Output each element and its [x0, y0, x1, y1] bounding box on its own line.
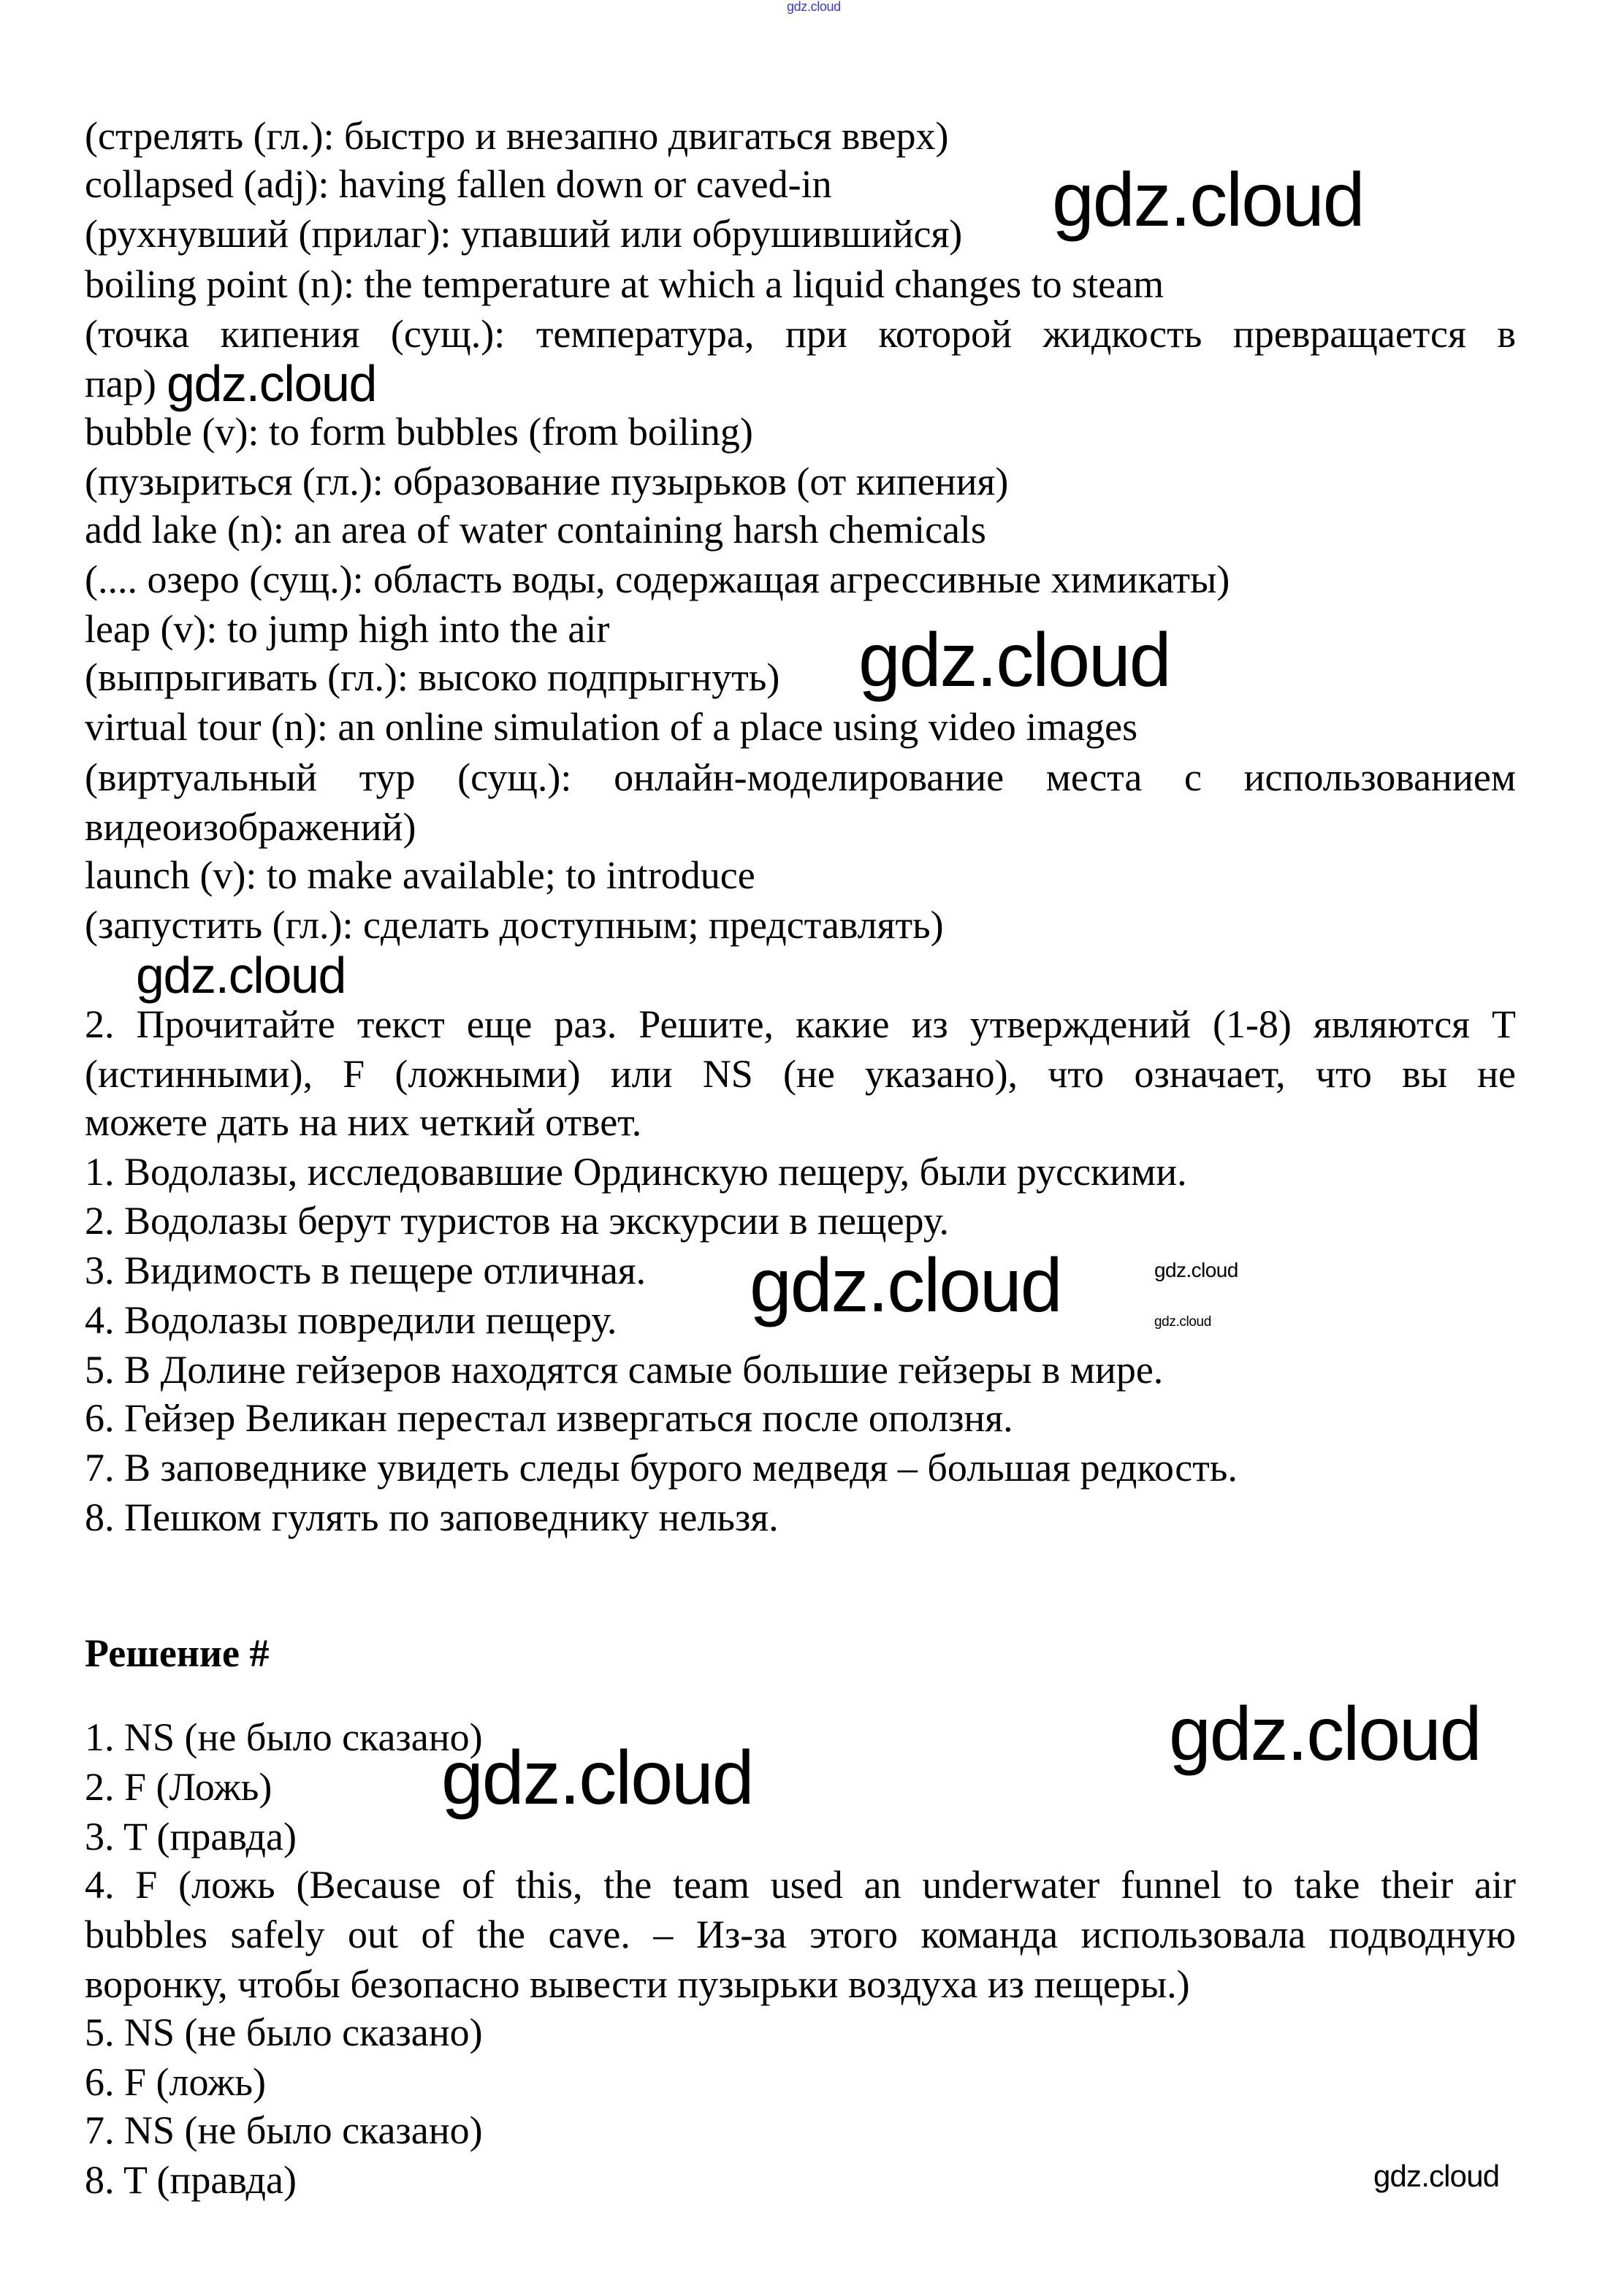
task-instruction-line: можете дать на них четкий ответ.: [85, 1100, 642, 1145]
watermark: gdz.cloud: [1373, 2159, 1500, 2193]
watermark: gdz.cloud: [136, 947, 346, 1004]
watermark: gdz.cloud: [1154, 1314, 1211, 1330]
statement: 6. Гейзер Великан перестал извергаться после оползня.: [85, 1395, 1013, 1440]
statement: 3. Видимость в пещере отличная.: [85, 1248, 647, 1292]
answer-line: 6. F (ложь): [85, 2060, 267, 2105]
vocab-line: (виртуальный тур (сущ.): онлайн-моделирование места с использованием: [85, 755, 1516, 799]
answer-line: 3. T (правда): [85, 1814, 297, 1858]
vocab-line: virtual tour (n): an online simulation of a place using video images: [85, 705, 1138, 750]
watermark: gdz.cloud: [1154, 1259, 1238, 1281]
statement: 7. В заповеднике увидеть следы бурого медведя – большая редкость.: [85, 1446, 1238, 1490]
watermark: gdz.cloud: [858, 618, 1170, 703]
watermark: gdz.cloud: [1052, 158, 1364, 243]
vocab-line: (.... озеро (сущ.): область воды, содержащая агрессивные химикаты): [85, 557, 1230, 602]
vocab-line: boiling point (n): the temperature at which a liquid changes to steam: [85, 262, 1164, 306]
answer-line: 1. NS (не было сказано): [85, 1715, 483, 1759]
watermark: gdz.cloud: [750, 1243, 1061, 1328]
vocab-line: (стрелять (гл.): быстро и внезапно двигаться вверх): [85, 114, 949, 159]
vocab-line: (пузыриться (гл.): образование пузырьков (от кипения): [85, 459, 1009, 503]
answer-line: 4. F (ложь (Because of this, the team used an underwater funnel to take their air: [85, 1862, 1516, 1907]
vocab-line: leap (v): to jump high into the air: [85, 607, 610, 652]
answer-line: 2. F (Ложь): [85, 1764, 272, 1809]
watermark: gdz.cloud: [441, 1736, 753, 1820]
answer-line: 7. NS (не было сказано): [85, 2108, 483, 2153]
vocab-line: collapsed (adj): having fallen down or caved-in: [85, 162, 832, 207]
vocab-line: (выпрыгивать (гл.): высоко подпрыгнуть): [85, 655, 780, 700]
watermark: gdz.cloud: [1169, 1692, 1481, 1777]
solution-heading: Решение #: [85, 1631, 270, 1676]
answer-line: 5. NS (не было сказано): [85, 2010, 483, 2055]
task-instruction-line: (истинными), F (ложными) или NS (не указано), что означает, что вы не: [85, 1052, 1516, 1097]
vocab-line: launch (v): to make available; to introduce: [85, 853, 755, 897]
answer-line: 8. T (правда): [85, 2158, 297, 2203]
watermark: gdz.cloud: [167, 355, 377, 412]
vocab-line: видеоизображений): [85, 804, 416, 849]
top-watermark: gdz.cloud: [787, 0, 841, 14]
statement: 1. Водолазы, исследовавшие Ординскую пещеру, были русскими.: [85, 1150, 1187, 1194]
task-instruction-line: 2. Прочитайте текст еще раз. Решите, какие из утверждений (1-8) являются T: [85, 1002, 1516, 1047]
answer-line: воронку, чтобы безопасно вывести пузырьки воздуха из пещеры.): [85, 1962, 1190, 2007]
vocab-line: (точка кипения (сущ.): температура, при которой жидкость превращается в: [85, 311, 1516, 356]
statement: 8. Пешком гулять по заповеднику нельзя.: [85, 1495, 779, 1540]
statement: 5. В Долине гейзеров находятся самые большие гейзеры в мире.: [85, 1347, 1164, 1392]
vocab-line: (запустить (гл.): сделать доступным; представлять): [85, 902, 944, 947]
vocab-line: bubble (v): to form bubbles (from boiling): [85, 409, 753, 454]
vocab-line: add lake (n): an area of water containing harsh chemicals: [85, 508, 986, 552]
statement: 4. Водолазы повредили пещеру.: [85, 1297, 617, 1342]
answer-line: bubbles safely out of the cave. – Из-за этого команда использовала подводную: [85, 1912, 1516, 1956]
vocab-line: пар): [85, 361, 156, 405]
statement: 2. Водолазы берут туристов на экскурсии в пещеру.: [85, 1198, 949, 1243]
vocab-line: (рухнувший (прилаг): упавший или обрушившийся): [85, 212, 963, 256]
